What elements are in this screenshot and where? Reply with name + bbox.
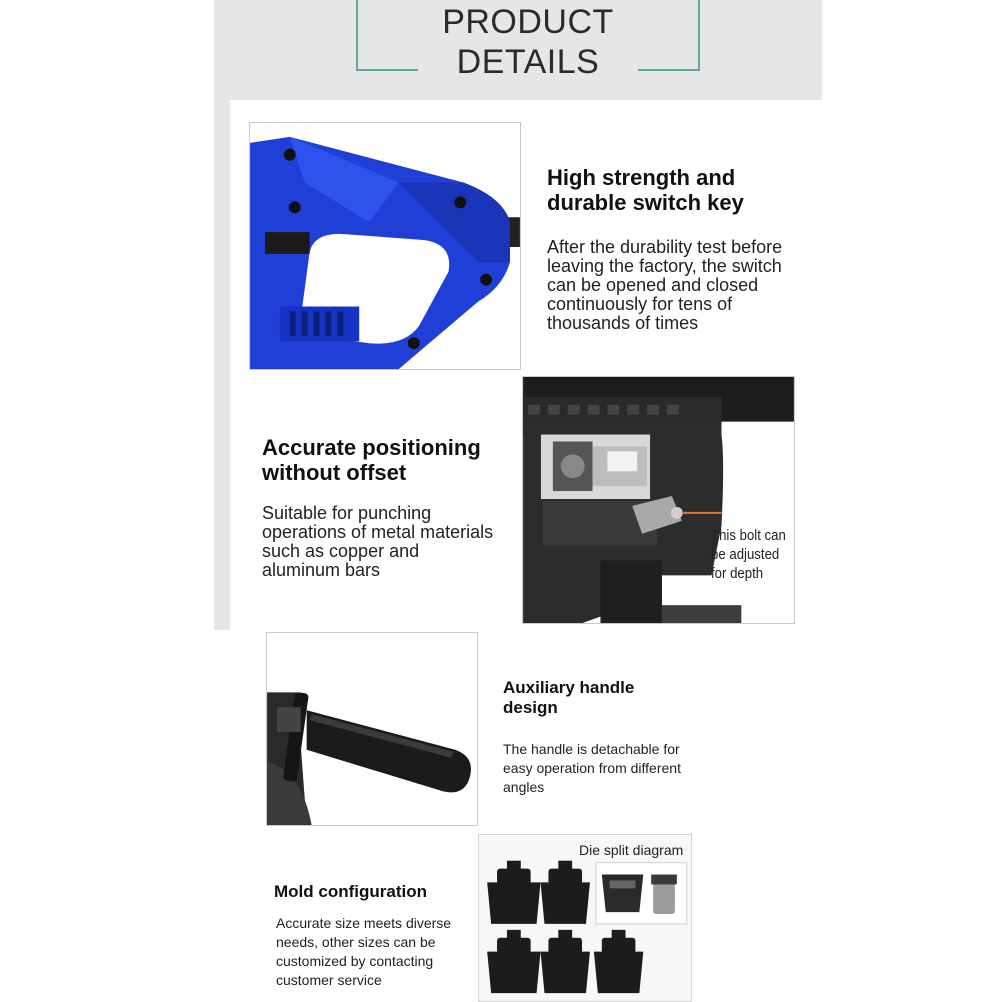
die-split-caption: Die split diagram [579,842,684,858]
positioning-description: Suitable for punching operations of metal materials such as copper and aluminum bars [262,503,494,580]
die-set-photo [478,834,692,1002]
handle-description: The handle is detachable for easy operation from different angles [503,741,681,795]
switch-key-photo [249,122,521,370]
auxiliary-handle-illustration [267,633,477,825]
switch-heading: High strength and durable switch key [547,165,744,215]
mold-heading: Mold configuration [274,882,427,901]
left-gray-strip [214,100,230,630]
switch-description: After the durability test before leaving the factory, the switch can be opened and closed continuously for tens of thousands of times [547,237,783,333]
bolt-callout: This bolt can be adjusted for depth [711,527,786,582]
handle-heading: Auxiliary handle design [503,678,635,717]
punch-head-illustration [523,377,794,623]
punch-head-photo [522,376,795,624]
mold-description: Accurate size meets diverse needs, other sizes can be customized by contacting customer service [276,915,452,988]
auxiliary-handle-photo [266,632,478,826]
positioning-heading: Accurate positioning without offset [262,435,481,485]
die-set-illustration [479,835,691,1001]
blue-tool-handle-illustration [250,123,520,369]
page-title: PRODUCT DETAILS [442,3,614,81]
